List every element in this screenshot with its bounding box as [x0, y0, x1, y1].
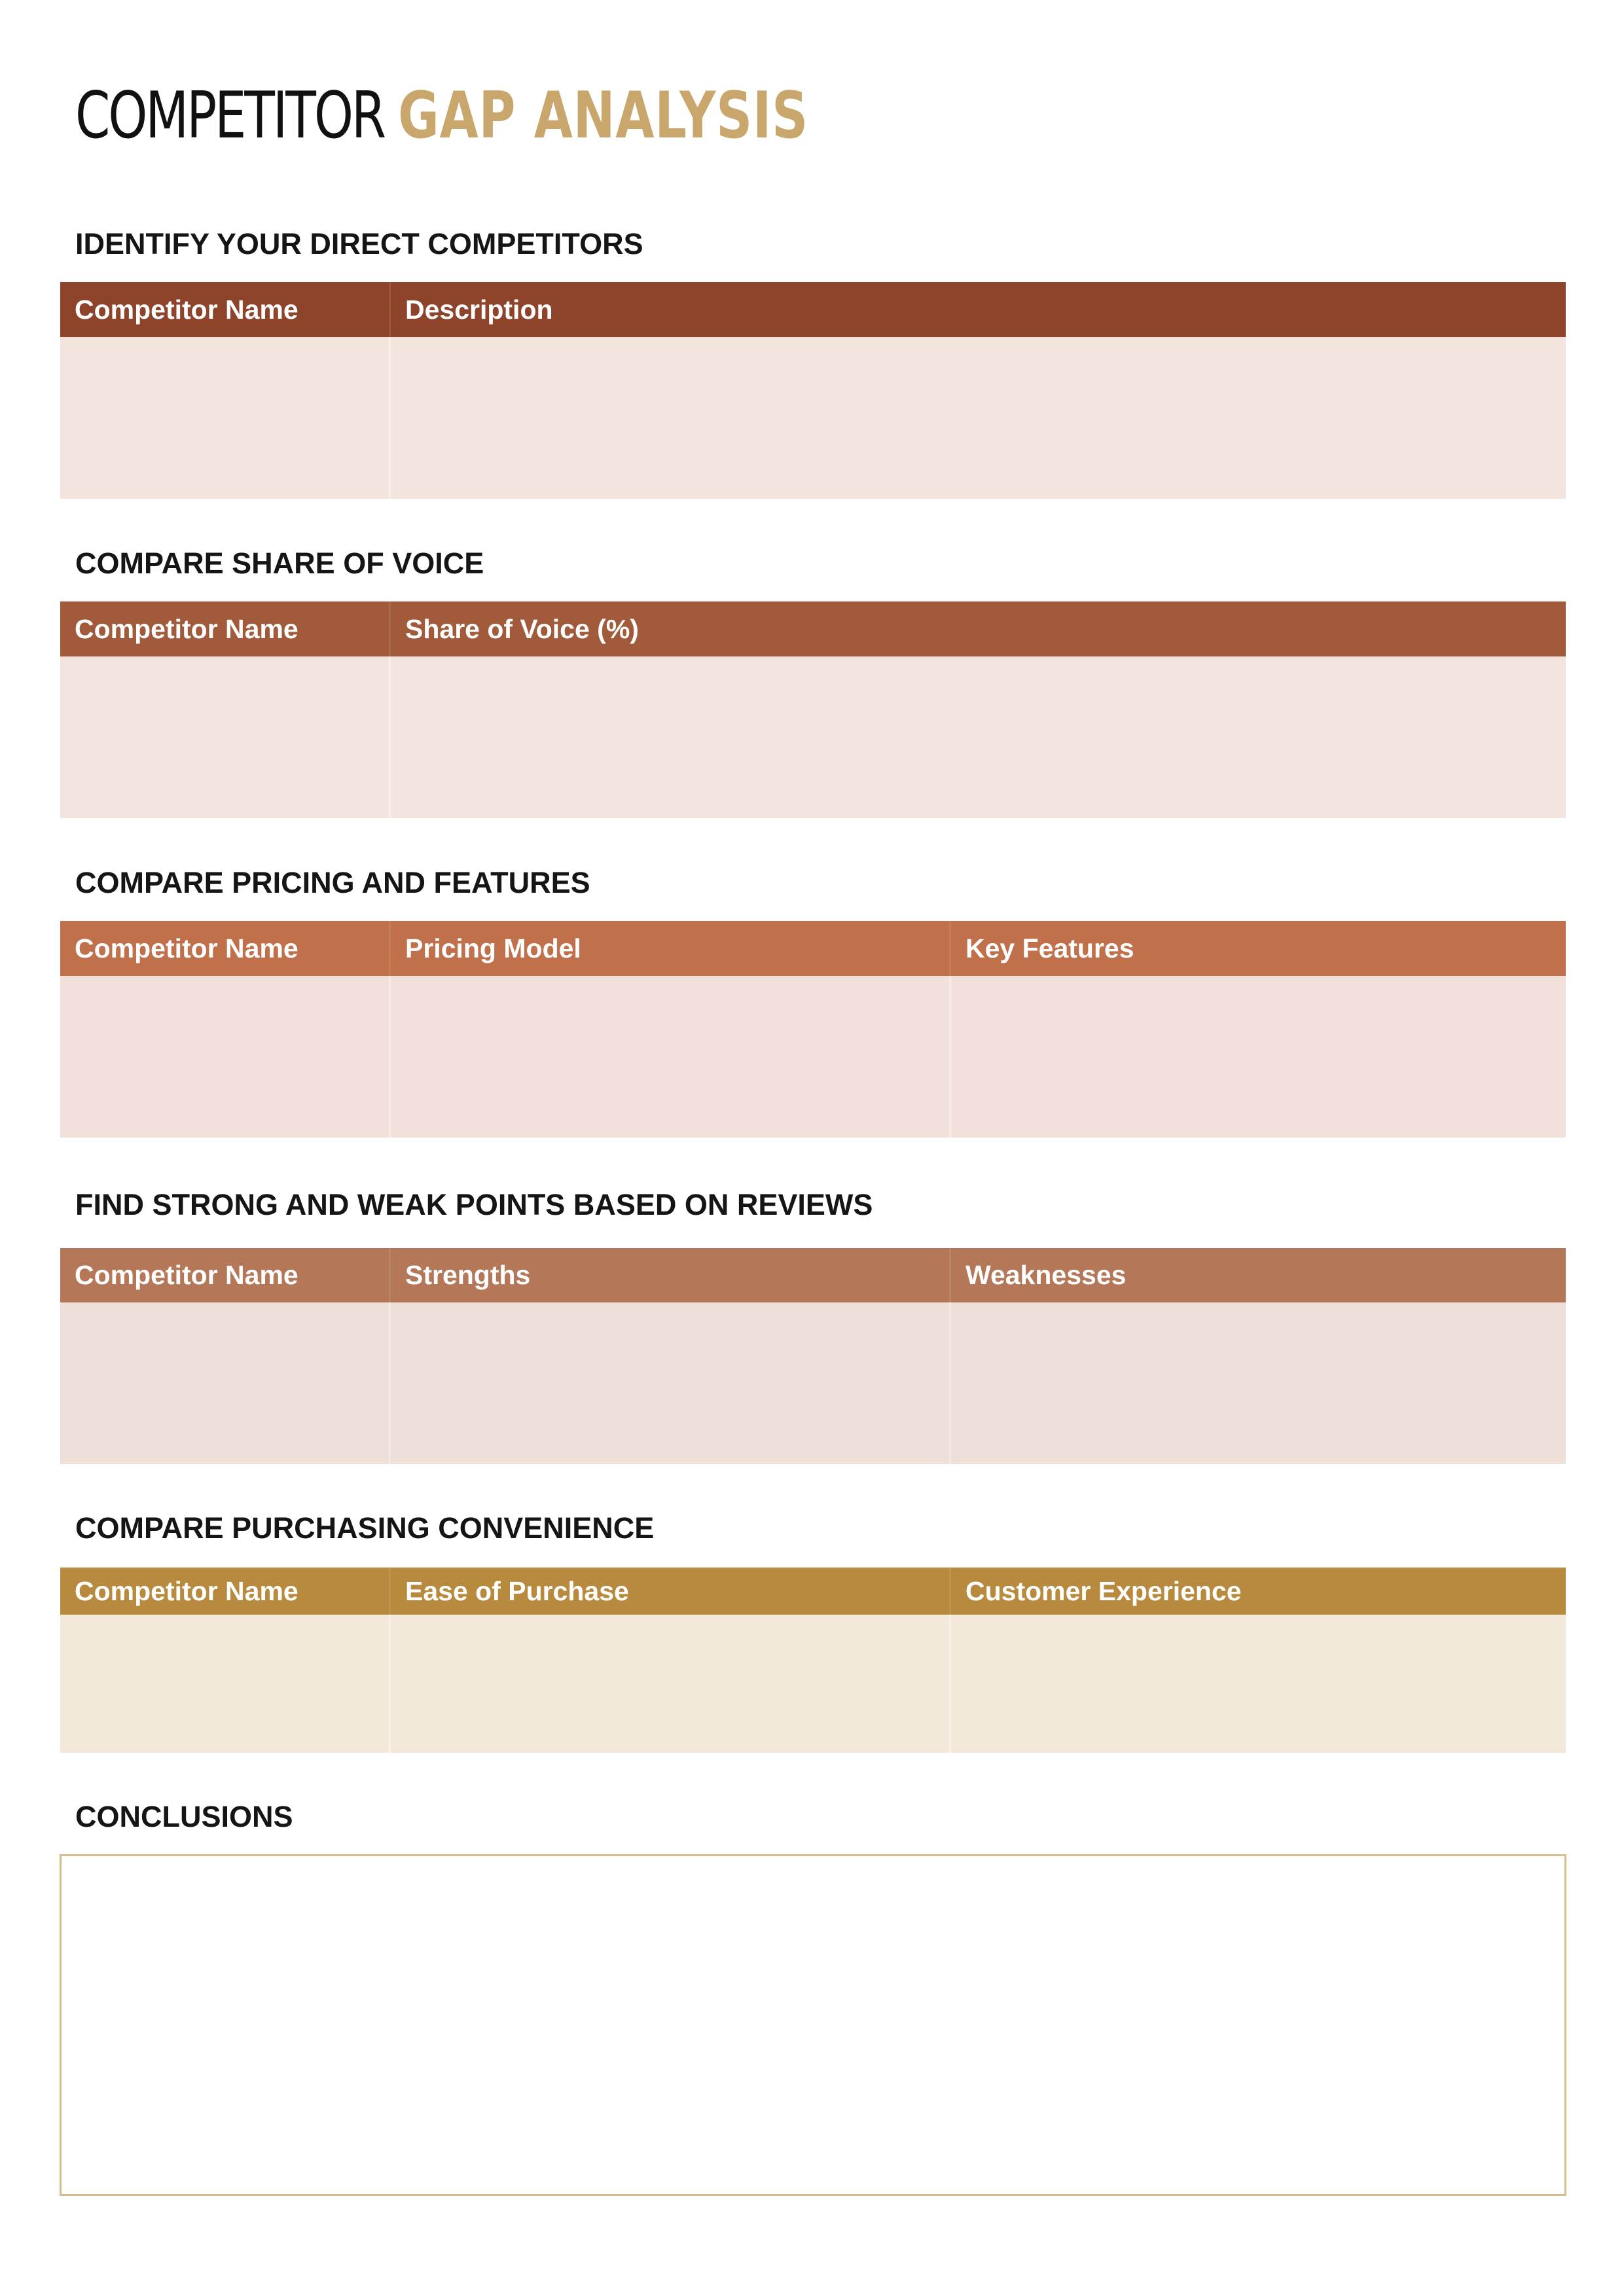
share-of-voice-cell[interactable] [389, 656, 1566, 818]
section-heading-pricing-features: COMPARE PRICING AND FEATURES [75, 866, 590, 899]
conclusions-box[interactable] [60, 1854, 1566, 2196]
column-header-strengths: Strengths [389, 1248, 949, 1302]
column-header-customer-experience: Customer Experience [949, 1568, 1566, 1615]
column-header-competitor-name: Competitor Name [75, 1260, 298, 1290]
table-body [60, 656, 1566, 818]
competitor-name-cell[interactable] [60, 976, 389, 1138]
table-body [60, 1302, 1566, 1464]
section-heading-conclusions: CONCLUSIONS [75, 1800, 293, 1833]
table-header-row [60, 1568, 1566, 1615]
table-header-row [60, 601, 1566, 656]
section-heading-direct-competitors: IDENTIFY YOUR DIRECT COMPETITORS [75, 227, 643, 260]
column-header-competitor-name: Competitor Name [75, 613, 298, 644]
description-cell[interactable] [389, 337, 1566, 499]
column-header-share-of-voice: Share of Voice (%) [389, 601, 1566, 656]
column-header-pricing-model: Pricing Model [389, 921, 949, 976]
page-title-part1: COMPETITOR [75, 79, 384, 153]
page-title [75, 79, 808, 153]
column-header-ease-of-purchase: Ease of Purchase [389, 1568, 949, 1615]
pricing-model-cell[interactable] [389, 976, 949, 1138]
column-header-weaknesses: Weaknesses [949, 1248, 1566, 1302]
column-header-key-features: Key Features [949, 921, 1566, 976]
key-features-cell[interactable] [949, 976, 1566, 1138]
strengths-cell[interactable] [389, 1302, 949, 1464]
pricing-features-table [60, 921, 1566, 1138]
column-header-competitor-name: Competitor Name [75, 1575, 298, 1606]
weaknesses-cell[interactable] [949, 1302, 1566, 1464]
table-header-row [60, 282, 1566, 337]
table-body [60, 337, 1566, 499]
purchasing-convenience-table [60, 1568, 1566, 1753]
column-header-competitor-name: Competitor Name [75, 933, 298, 963]
customer-experience-cell[interactable] [949, 1615, 1566, 1753]
table-header-row [60, 921, 1566, 976]
competitor-name-cell[interactable] [60, 656, 389, 818]
table-header-row [60, 1248, 1566, 1302]
table-body [60, 976, 1566, 1138]
column-header-competitor-name: Competitor Name [75, 294, 298, 325]
strengths-weaknesses-table [60, 1248, 1566, 1464]
competitor-name-cell[interactable] [60, 1615, 389, 1753]
ease-of-purchase-cell[interactable] [389, 1615, 949, 1753]
table-body [60, 1615, 1566, 1753]
section-heading-purchasing-convenience: COMPARE PURCHASING CONVENIENCE [75, 1511, 655, 1545]
direct-competitors-table [60, 282, 1566, 499]
page-title-part2: GAP ANALYSIS [398, 79, 808, 153]
section-heading-share-of-voice: COMPARE SHARE OF VOICE [75, 547, 484, 580]
competitor-name-cell[interactable] [60, 1302, 389, 1464]
column-header-description: Description [389, 282, 1566, 337]
share-of-voice-table [60, 601, 1566, 818]
section-heading-strong-weak-points: FIND STRONG AND WEAK POINTS BASED ON REVIEWS [75, 1188, 873, 1221]
competitor-name-cell[interactable] [60, 337, 389, 499]
